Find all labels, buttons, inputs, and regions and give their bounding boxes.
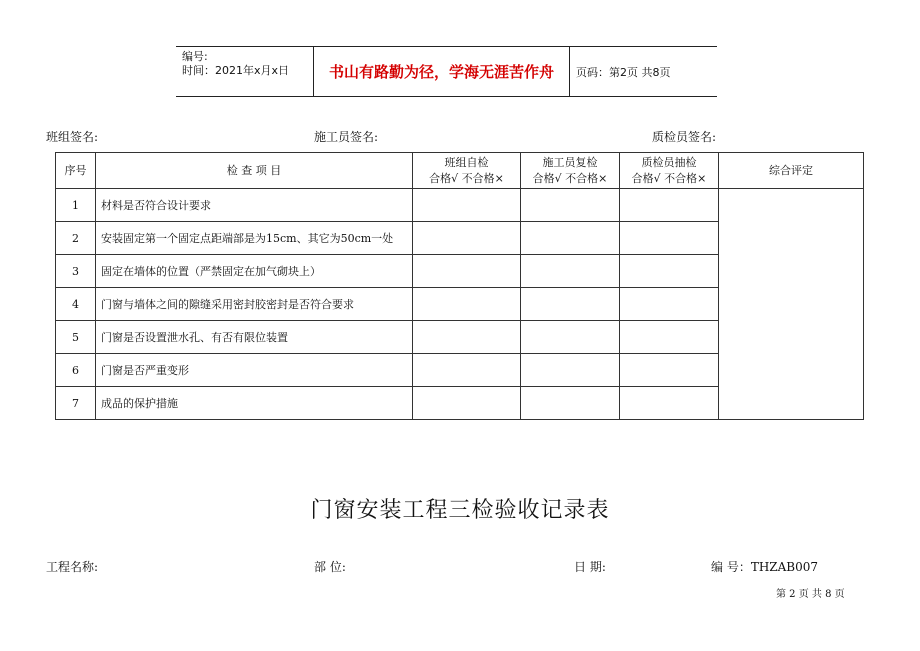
qc-check-passfail: 合格√ 不合格× bbox=[631, 171, 707, 185]
worker-check-cell[interactable] bbox=[521, 222, 620, 255]
row-number: 1 bbox=[56, 189, 96, 222]
team-check-cell[interactable] bbox=[413, 354, 521, 387]
row-number: 6 bbox=[56, 354, 96, 387]
header-overall: 综合评定 bbox=[719, 153, 864, 189]
header-seq: 序号 bbox=[56, 153, 96, 189]
qc-signature-label: 质检员签名: bbox=[652, 130, 717, 144]
header-item: 检 查 项 目 bbox=[96, 153, 413, 189]
part-label: 部 位: bbox=[314, 560, 346, 574]
team-check-cell[interactable] bbox=[413, 288, 521, 321]
row-item: 成品的保护措施 bbox=[96, 387, 413, 420]
worker-check-cell[interactable] bbox=[521, 387, 620, 420]
row-number: 4 bbox=[56, 288, 96, 321]
qc-check-cell[interactable] bbox=[620, 321, 719, 354]
worker-check-passfail: 合格√ 不合格× bbox=[532, 171, 608, 185]
project-name-label: 工程名称: bbox=[46, 560, 99, 574]
worker-check-cell[interactable] bbox=[521, 288, 620, 321]
team-check-passfail: 合格√ 不合格× bbox=[429, 171, 504, 185]
time-label: 时间：2021年x月x日 bbox=[182, 64, 290, 77]
team-check-cell[interactable] bbox=[413, 189, 521, 222]
row-item: 门窗与墙体之间的隙缝采用密封胶密封是否符合要求 bbox=[96, 288, 413, 321]
header-page-label: 页码：第2页 共8页 bbox=[576, 65, 671, 79]
header-motto: 书山有路勤为径，学海无涯苦作舟 bbox=[314, 47, 570, 96]
header-info-cell bbox=[176, 47, 314, 96]
document-title: 门窗安装工程三检验收记录表 bbox=[310, 498, 610, 523]
team-check-cell[interactable] bbox=[413, 222, 521, 255]
document-header bbox=[176, 46, 717, 97]
doc-number-label: 编号: bbox=[182, 50, 208, 63]
table-row bbox=[56, 189, 864, 222]
header-team-check bbox=[413, 153, 521, 189]
team-check-cell[interactable] bbox=[413, 321, 521, 354]
qc-check-cell[interactable] bbox=[620, 387, 719, 420]
row-item: 门窗是否设置泄水孔、有否有限位装置 bbox=[96, 321, 413, 354]
worker-signature-label: 施工员签名: bbox=[314, 130, 379, 144]
table-header-row bbox=[56, 153, 864, 189]
worker-check-cell[interactable] bbox=[521, 189, 620, 222]
row-item: 材料是否符合设计要求 bbox=[96, 189, 413, 222]
code-label: 编 号：THZAB007 bbox=[711, 560, 819, 574]
team-check-cell[interactable] bbox=[413, 255, 521, 288]
row-number: 5 bbox=[56, 321, 96, 354]
row-item: 门窗是否严重变形 bbox=[96, 354, 413, 387]
qc-check-cell[interactable] bbox=[620, 222, 719, 255]
qc-check-cell[interactable] bbox=[620, 288, 719, 321]
qc-check-cell[interactable] bbox=[620, 255, 719, 288]
qc-check-label: 质检员抽检 bbox=[641, 155, 697, 169]
team-check-cell[interactable] bbox=[413, 387, 521, 420]
row-number: 7 bbox=[56, 387, 96, 420]
worker-check-cell[interactable] bbox=[521, 321, 620, 354]
team-signature-label: 班组签名: bbox=[46, 130, 99, 144]
date-label: 日 期: bbox=[574, 560, 606, 574]
header-worker-check bbox=[521, 153, 620, 189]
inspection-table bbox=[55, 152, 864, 420]
page-number: 第 2 页 共 8 页 bbox=[776, 589, 845, 600]
qc-check-cell[interactable] bbox=[620, 354, 719, 387]
team-check-label: 班组自检 bbox=[444, 155, 489, 169]
row-item: 安装固定第一个固定点距端部是为15cm、其它为50cm一处 bbox=[96, 222, 413, 255]
overall-evaluation-cell[interactable] bbox=[719, 189, 864, 420]
worker-check-cell[interactable] bbox=[521, 354, 620, 387]
qc-check-cell[interactable] bbox=[620, 189, 719, 222]
header-qc-check bbox=[620, 153, 719, 189]
worker-check-label: 施工员复检 bbox=[542, 155, 598, 169]
worker-check-cell[interactable] bbox=[521, 255, 620, 288]
row-item: 固定在墙体的位置（严禁固定在加气砌块上） bbox=[96, 255, 413, 288]
row-number: 2 bbox=[56, 222, 96, 255]
row-number: 3 bbox=[56, 255, 96, 288]
